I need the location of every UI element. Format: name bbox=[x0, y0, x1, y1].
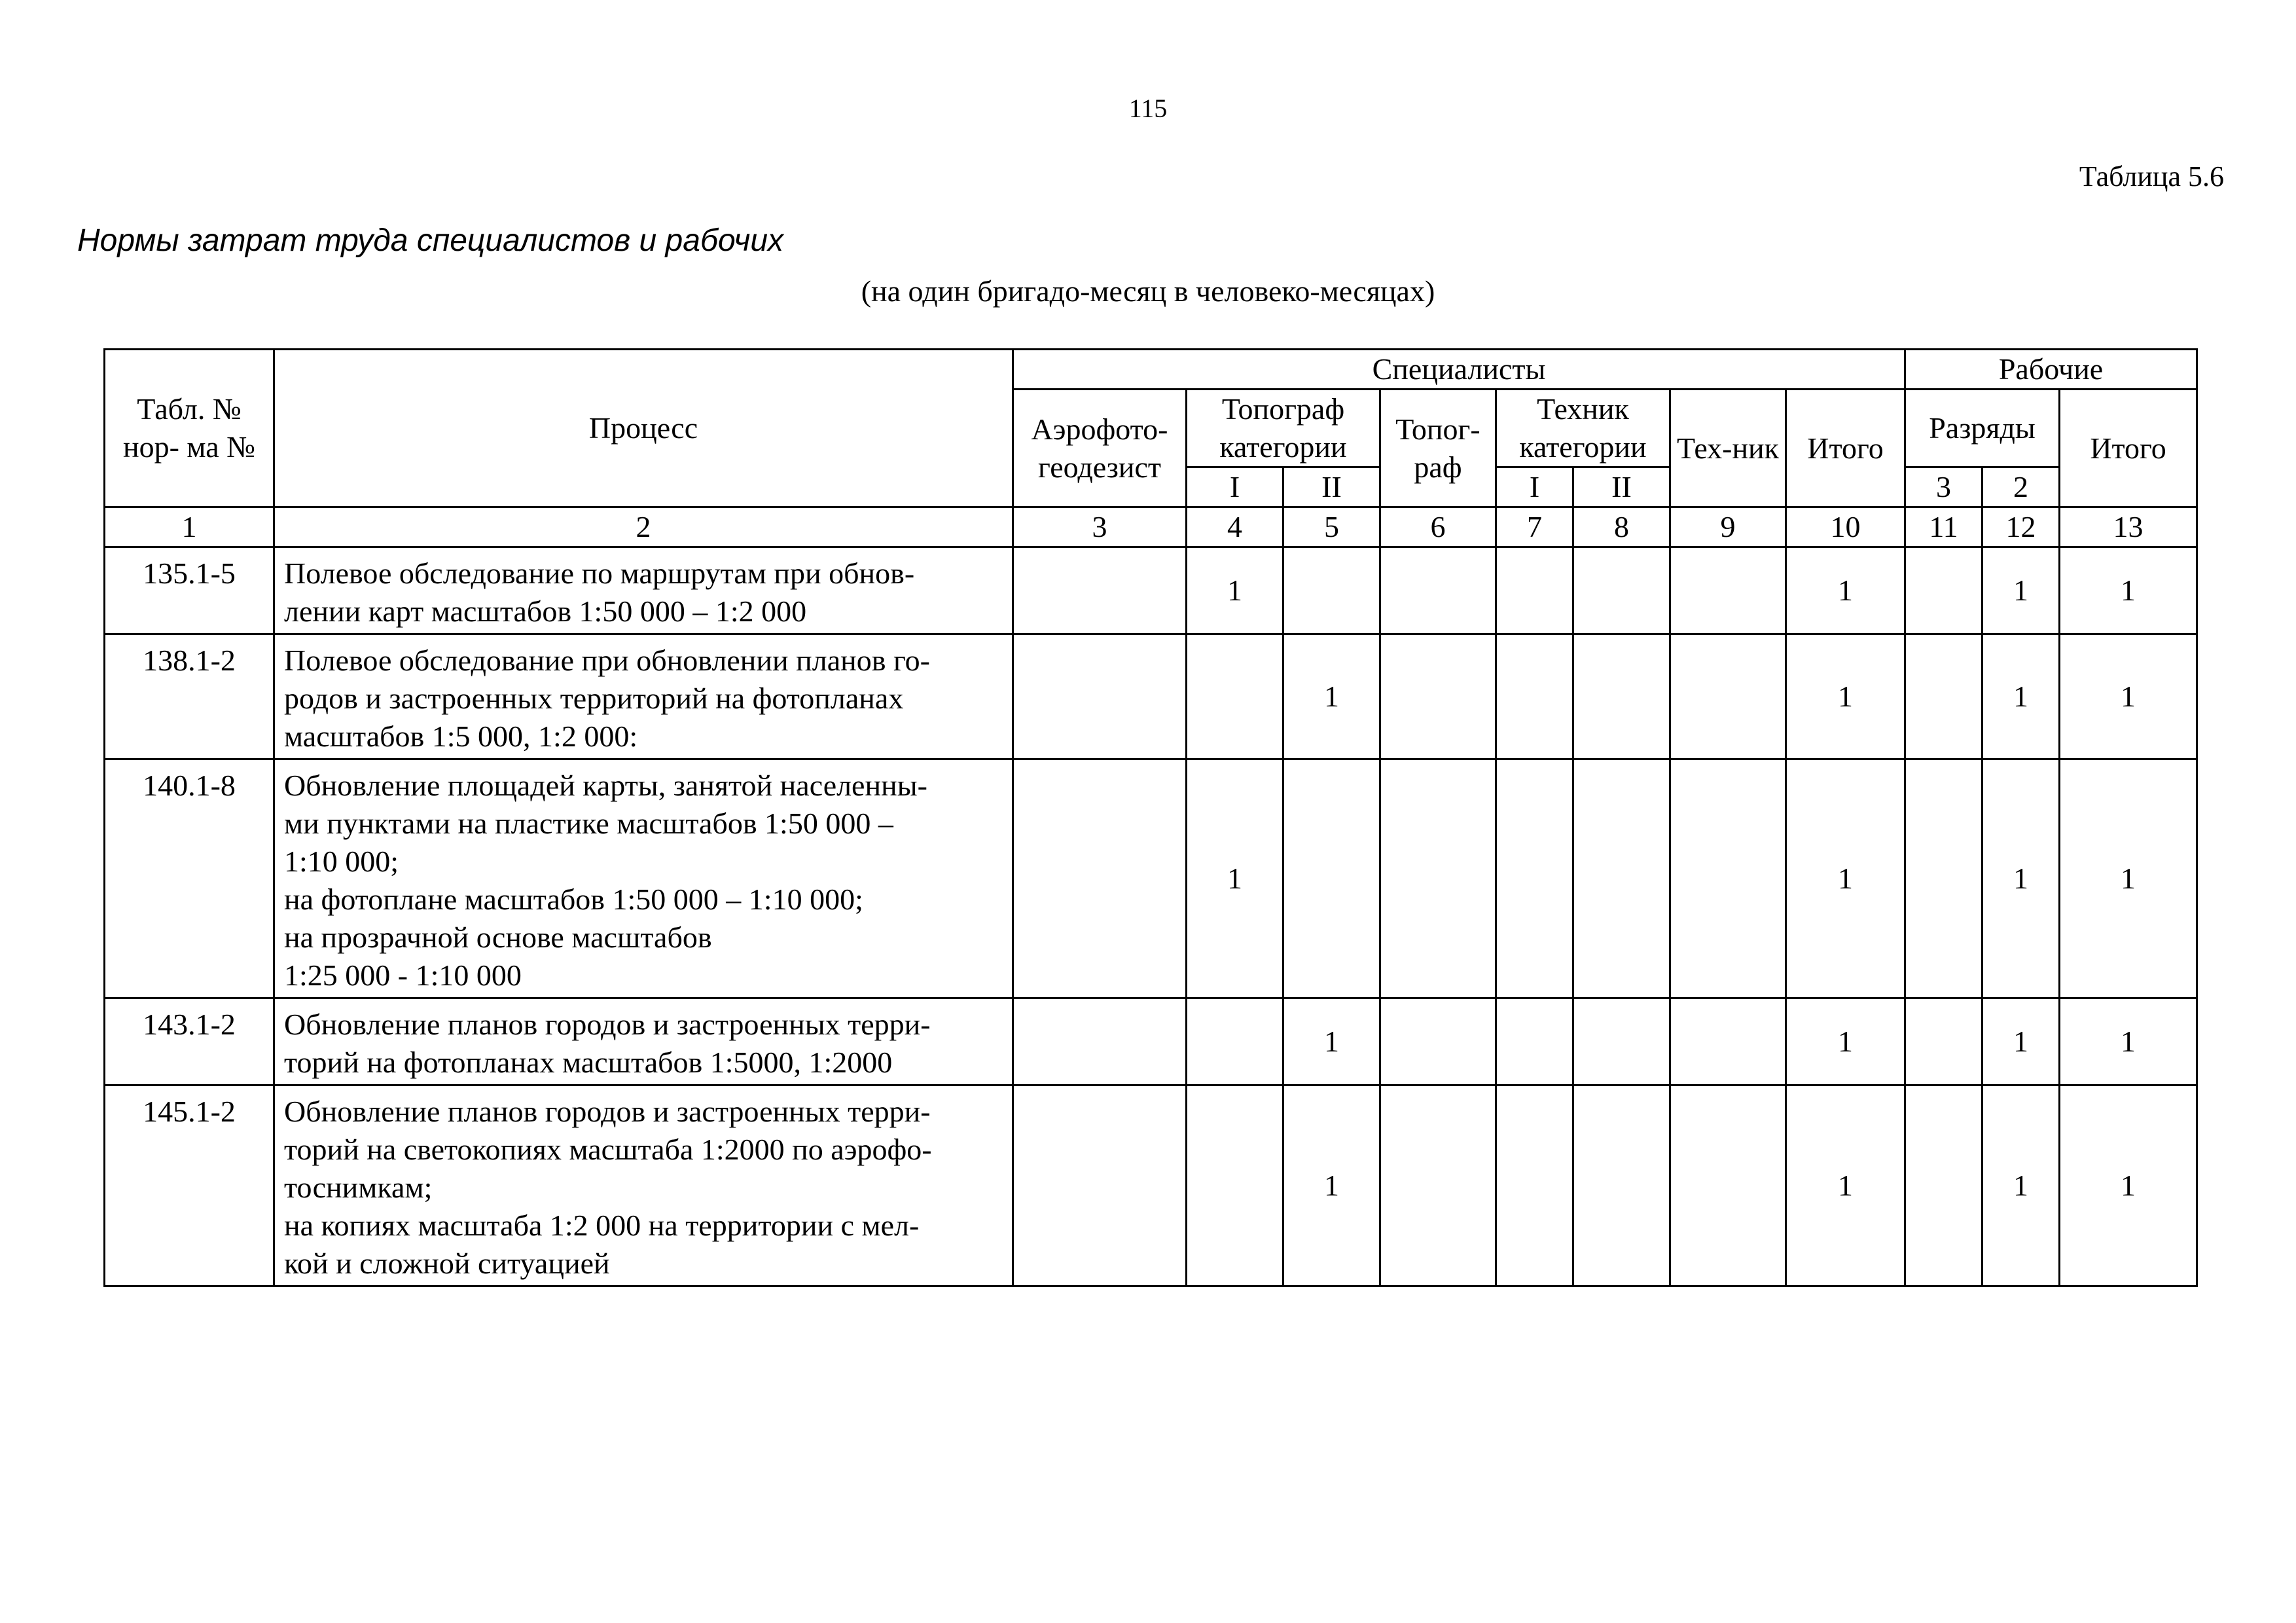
process-line: 1:10 000; bbox=[284, 845, 399, 878]
table-row bbox=[105, 547, 2197, 634]
cell-grade-2: 1 bbox=[1982, 1085, 2060, 1286]
header-technician-categories: Техник категории bbox=[1496, 390, 1670, 467]
cell-technician-cat-1 bbox=[1496, 1085, 1573, 1286]
cell-aerophoto-geodesist bbox=[1013, 759, 1187, 998]
column-number: 1 bbox=[105, 507, 274, 547]
process-line: 1:25 000 - 1:10 000 bbox=[284, 958, 522, 992]
process-line: кой и сложной ситуацией bbox=[284, 1247, 610, 1280]
process-line: масштабов 1:5 000, 1:2 000: bbox=[284, 720, 638, 753]
cell-grade-3 bbox=[1905, 998, 1982, 1085]
cell-topographer-cat-2 bbox=[1283, 759, 1380, 998]
header-grades: Разряды bbox=[1905, 390, 2060, 467]
header-workers-total: Итого bbox=[2060, 390, 2197, 507]
cell-topographer-cat-1 bbox=[1187, 1085, 1283, 1286]
process-line: Обновление площадей карты, занятой населенны- bbox=[284, 769, 927, 802]
document-title: Нормы затрат труда специалистов и рабочих bbox=[77, 223, 784, 258]
column-number: 12 bbox=[1982, 507, 2060, 547]
header-aerophoto-geodesist: Аэрофото-геодезист bbox=[1013, 390, 1187, 507]
header-specialists: Специалисты bbox=[1013, 350, 1905, 390]
table-label: Таблица 5.6 bbox=[2079, 160, 2224, 192]
cell-specialists-total: 1 bbox=[1786, 547, 1905, 634]
cell-topographer-cat-1: 1 bbox=[1187, 759, 1283, 998]
column-number: 13 bbox=[2060, 507, 2197, 547]
cell-aerophoto-geodesist bbox=[1013, 998, 1187, 1085]
cell-specialists-total: 1 bbox=[1786, 759, 1905, 998]
cell-technician-cat-2 bbox=[1573, 547, 1670, 634]
cell-technician-cat-1 bbox=[1496, 998, 1573, 1085]
cell-technician bbox=[1670, 759, 1786, 998]
process-line: торий на светокопиях масштаба 1:2000 по аэрофо- bbox=[284, 1133, 932, 1166]
page-number: 115 bbox=[1128, 94, 1168, 123]
cell-grade-3 bbox=[1905, 1085, 1982, 1286]
cell-grade-3 bbox=[1905, 759, 1982, 998]
table-row bbox=[105, 998, 2197, 1085]
cell-grade-2: 1 bbox=[1982, 634, 2060, 759]
process-line: Обновление планов городов и застроенных терри- bbox=[284, 1095, 931, 1128]
process-line: родов и застроенных территорий на фотопланах bbox=[284, 682, 904, 715]
process-line: Полевое обследование по маршрутам при обнов- bbox=[284, 556, 915, 590]
cell-workers-total: 1 bbox=[2060, 634, 2197, 759]
process-line: Полевое обследование при обновлении планов го- bbox=[284, 644, 931, 677]
column-numbers-row bbox=[105, 507, 2197, 547]
cell-topographer-cat-2 bbox=[1283, 547, 1380, 634]
header-process-column: Процесс bbox=[274, 350, 1013, 507]
norm-code: 145.1-2 bbox=[105, 1085, 274, 1286]
cell-technician-cat-2 bbox=[1573, 998, 1670, 1085]
cell-technician-cat-2 bbox=[1573, 759, 1670, 998]
process-description bbox=[274, 759, 1013, 998]
labor-norms-table bbox=[103, 348, 2198, 1287]
cell-specialists-total: 1 bbox=[1786, 998, 1905, 1085]
column-number: 11 bbox=[1905, 507, 1982, 547]
cell-aerophoto-geodesist bbox=[1013, 547, 1187, 634]
table-row bbox=[105, 634, 2197, 759]
column-number: 9 bbox=[1670, 507, 1786, 547]
cell-grade-3 bbox=[1905, 547, 1982, 634]
cell-grade-2: 1 bbox=[1982, 759, 2060, 998]
cell-workers-total: 1 bbox=[2060, 547, 2197, 634]
cell-grade-2: 1 bbox=[1982, 547, 2060, 634]
cell-workers-total: 1 bbox=[2060, 1085, 2197, 1286]
document-subtitle: (на один бригадо-месяц в человеко-месяцах) bbox=[861, 274, 1435, 308]
cell-specialists-total: 1 bbox=[1786, 1085, 1905, 1286]
column-number: 5 bbox=[1283, 507, 1380, 547]
cell-workers-total: 1 bbox=[2060, 998, 2197, 1085]
cell-technician bbox=[1670, 998, 1786, 1085]
process-line: ми пунктами на пластике масштабов 1:50 000 – bbox=[284, 807, 893, 840]
cell-technician bbox=[1670, 634, 1786, 759]
column-number: 2 bbox=[274, 507, 1013, 547]
cell-topographer-cat-2: 1 bbox=[1283, 1085, 1380, 1286]
process-line: Обновление планов городов и застроенных терри- bbox=[284, 1008, 931, 1041]
process-line: торий на фотопланах масштабов 1:5000, 1:2000 bbox=[284, 1046, 893, 1079]
cell-technician-cat-1 bbox=[1496, 547, 1573, 634]
cell-technician-cat-2 bbox=[1573, 634, 1670, 759]
cell-topographer bbox=[1380, 1085, 1496, 1286]
cell-technician-cat-1 bbox=[1496, 634, 1573, 759]
cell-topographer-cat-1 bbox=[1187, 634, 1283, 759]
column-number: 4 bbox=[1187, 507, 1283, 547]
process-line: на копиях масштаба 1:2 000 на территории с мел- bbox=[284, 1209, 920, 1242]
cell-grade-2: 1 bbox=[1982, 998, 2060, 1085]
norm-code: 140.1-8 bbox=[105, 759, 274, 998]
header-topographer: Топог-раф bbox=[1380, 390, 1496, 507]
header-technician-cat-1: I bbox=[1496, 467, 1573, 507]
cell-aerophoto-geodesist bbox=[1013, 634, 1187, 759]
cell-topographer bbox=[1380, 634, 1496, 759]
header-technician-cat-2: II bbox=[1573, 467, 1670, 507]
process-line: тоснимкам; bbox=[284, 1171, 433, 1204]
header-grade-3: 3 bbox=[1905, 467, 1982, 507]
cell-technician-cat-2 bbox=[1573, 1085, 1670, 1286]
norm-code: 138.1-2 bbox=[105, 634, 274, 759]
cell-topographer bbox=[1380, 547, 1496, 634]
process-description bbox=[274, 998, 1013, 1085]
column-number: 10 bbox=[1786, 507, 1905, 547]
column-number: 7 bbox=[1496, 507, 1573, 547]
cell-workers-total: 1 bbox=[2060, 759, 2197, 998]
norm-code: 135.1-5 bbox=[105, 547, 274, 634]
cell-topographer bbox=[1380, 759, 1496, 998]
header-workers: Рабочие bbox=[1905, 350, 2197, 390]
header-code-column: Табл. № нор- ма № bbox=[105, 350, 274, 507]
process-line: на прозрачной основе масштабов bbox=[284, 921, 712, 954]
cell-technician-cat-1 bbox=[1496, 759, 1573, 998]
table-row bbox=[105, 1085, 2197, 1286]
header-technician: Тех-ник bbox=[1670, 390, 1786, 507]
process-description bbox=[274, 634, 1013, 759]
process-description bbox=[274, 547, 1013, 634]
process-description bbox=[274, 1085, 1013, 1286]
cell-topographer-cat-2: 1 bbox=[1283, 998, 1380, 1085]
cell-aerophoto-geodesist bbox=[1013, 1085, 1187, 1286]
norm-code: 143.1-2 bbox=[105, 998, 274, 1085]
cell-grade-3 bbox=[1905, 634, 1982, 759]
column-number: 8 bbox=[1573, 507, 1670, 547]
cell-topographer-cat-1: 1 bbox=[1187, 547, 1283, 634]
header-specialists-total: Итого bbox=[1786, 390, 1905, 507]
process-line: на фотоплане масштабов 1:50 000 – 1:10 000; bbox=[284, 883, 863, 916]
table-row bbox=[105, 759, 2197, 998]
cell-specialists-total: 1 bbox=[1786, 634, 1905, 759]
column-number: 6 bbox=[1380, 507, 1496, 547]
header-topographer-categories: Топограф категории bbox=[1187, 390, 1380, 467]
cell-topographer-cat-1 bbox=[1187, 998, 1283, 1085]
process-line: лении карт масштабов 1:50 000 – 1:2 000 bbox=[284, 594, 807, 628]
column-number: 3 bbox=[1013, 507, 1187, 547]
header-topographer-cat-1: I bbox=[1187, 467, 1283, 507]
header-topographer-cat-2: II bbox=[1283, 467, 1380, 507]
cell-topographer bbox=[1380, 998, 1496, 1085]
cell-topographer-cat-2: 1 bbox=[1283, 634, 1380, 759]
cell-technician bbox=[1670, 547, 1786, 634]
header-grade-2: 2 bbox=[1982, 467, 2060, 507]
cell-technician bbox=[1670, 1085, 1786, 1286]
